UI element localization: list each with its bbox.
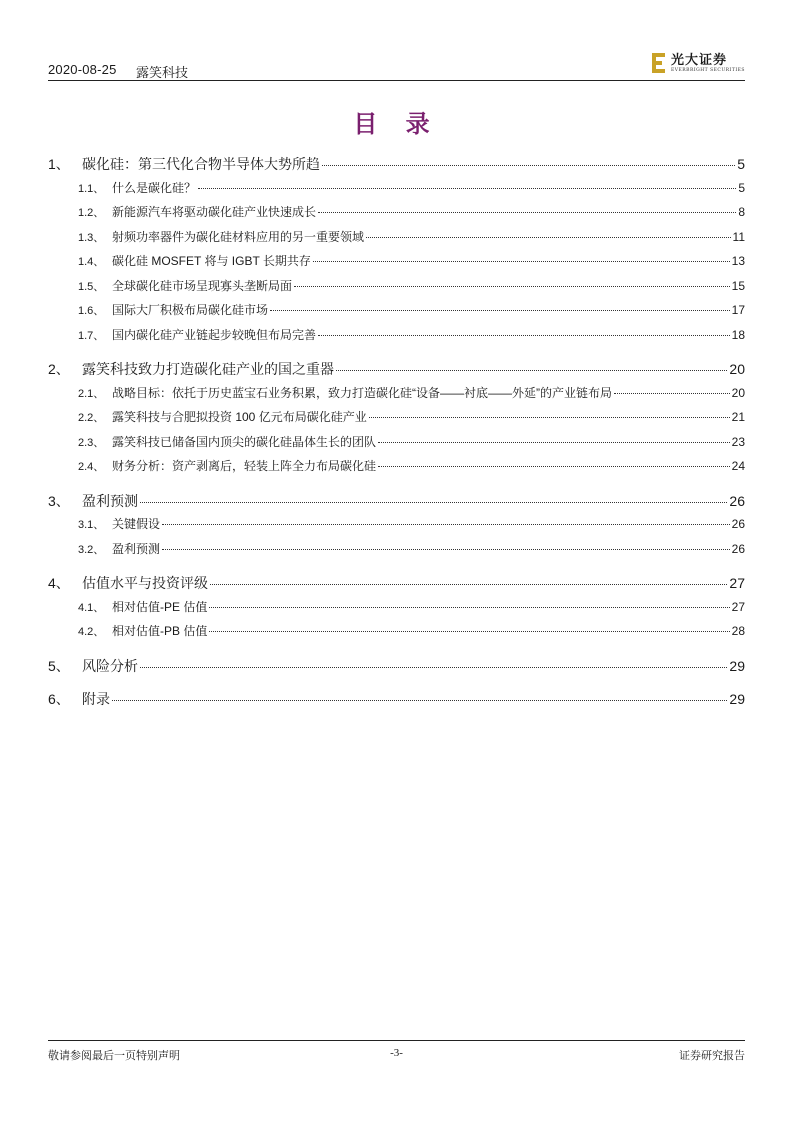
toc-entry-page: 23 bbox=[731, 434, 745, 449]
toc-entry-label: 风险分析 bbox=[82, 657, 138, 674]
logo-english-name: EVERBRIGHT SECURITIES bbox=[670, 67, 745, 73]
toc-entry-label: 什么是碳化硅？ bbox=[112, 180, 197, 195]
toc-entry-number: 1.5、 bbox=[78, 280, 105, 293]
toc-entry-page: 26 bbox=[731, 517, 745, 531]
toc-entry-number: 1.4、 bbox=[78, 256, 105, 268]
toc-entry-number: 2、 bbox=[48, 361, 70, 377]
toc-leader-dots bbox=[140, 502, 727, 503]
disclaimer-note: 敬请参阅最后一页特别声明 bbox=[48, 1050, 180, 1062]
toc-entry-page: 26 bbox=[731, 541, 745, 556]
toc-entry-label: 盈利预测 bbox=[82, 492, 138, 509]
toc-entry-number: 6、 bbox=[48, 691, 70, 707]
toc-entry-label: 全球碳化硅市场呈现寡头垄断局面 bbox=[112, 278, 293, 293]
toc-leader-dots bbox=[294, 286, 730, 287]
toc-entry-number: 2.1、 bbox=[78, 387, 105, 400]
toc-entry-page: 29 bbox=[729, 657, 745, 674]
toc-entry-page: 5 bbox=[738, 180, 745, 195]
toc-entry-label: 新能源汽车将驱动碳化硅产业快速成长 bbox=[112, 205, 317, 219]
toc-entry-number: 3.1、 bbox=[78, 519, 105, 531]
toc-entry-label: 国内碳化硅产业链起步较晚但布局完善 bbox=[112, 327, 317, 342]
toc-entry-number: 2.2、 bbox=[78, 412, 105, 424]
toc-subsection-entry[interactable] bbox=[48, 457, 745, 482]
toc-entry-page: 24 bbox=[731, 459, 745, 473]
toc-leader-dots bbox=[162, 549, 730, 550]
toc-entry-label: 碳化硅 MOSFET 将与 IGBT 长期共存 bbox=[112, 254, 311, 268]
toc-entry-label: 相对估值-PE 估值 bbox=[112, 599, 208, 614]
toc-section-entry[interactable] bbox=[48, 357, 745, 384]
toc-subsection-entry[interactable] bbox=[48, 326, 745, 351]
toc-leader-dots bbox=[318, 212, 736, 213]
toc-entry-label: 盈利预测 bbox=[112, 541, 161, 556]
toc-subsection-entry[interactable] bbox=[48, 433, 745, 458]
toc-entry-page: 26 bbox=[729, 492, 745, 509]
page-header bbox=[48, 52, 745, 80]
toc-entry-number: 4.2、 bbox=[78, 626, 105, 638]
toc-entry-page: 20 bbox=[731, 385, 745, 400]
toc-entry-label: 附录 bbox=[82, 691, 110, 707]
toc-leader-dots bbox=[614, 393, 730, 394]
toc-section-entry[interactable] bbox=[48, 654, 745, 681]
report-type: 证券研究报告 bbox=[679, 1050, 745, 1062]
toc-leader-dots bbox=[369, 417, 730, 418]
toc-subsection-entry[interactable] bbox=[48, 228, 745, 253]
toc-subsection-entry[interactable] bbox=[48, 277, 745, 302]
toc-entry-label: 关键假设 bbox=[112, 517, 161, 531]
toc-entry-number: 1.6、 bbox=[78, 305, 105, 317]
toc-entry-page: 29 bbox=[729, 691, 745, 707]
everbright-logo-icon bbox=[650, 52, 668, 74]
toc-entry-label: 战略目标：依托于历史蓝宝石业务积累，致力打造碳化硅“设备——衬底——外延”的产业链布局 bbox=[112, 385, 612, 400]
toc-section-entry[interactable] bbox=[48, 687, 745, 714]
toc-leader-dots bbox=[210, 584, 727, 585]
toc-leader-dots bbox=[322, 165, 735, 166]
toc-entry-number: 3.2、 bbox=[78, 543, 105, 556]
toc-leader-dots bbox=[378, 442, 730, 443]
toc-entry-page: 27 bbox=[729, 575, 745, 591]
toc-entry-page: 8 bbox=[738, 205, 745, 219]
toc-entry-number: 2.4、 bbox=[78, 461, 105, 473]
logo-chinese-name: 光大证券 bbox=[670, 52, 727, 68]
toc-subsection-entry[interactable] bbox=[48, 384, 745, 409]
toc-subsection-entry[interactable] bbox=[48, 598, 745, 623]
toc-entry-number: 5、 bbox=[48, 657, 70, 674]
toc-entry-number: 4.1、 bbox=[78, 601, 105, 614]
toc-entry-page: 15 bbox=[731, 278, 745, 293]
toc-subsection-entry[interactable] bbox=[48, 515, 745, 540]
table-of-contents bbox=[48, 152, 745, 714]
toc-leader-dots bbox=[112, 700, 727, 701]
toc-entry-label: 露笑科技与合肥拟投资 100 亿元布局碳化硅产业 bbox=[112, 410, 367, 424]
toc-subsection-entry[interactable] bbox=[48, 179, 745, 204]
toc-subsection-entry[interactable] bbox=[48, 408, 745, 433]
toc-entry-label: 露笑科技已储备国内顶尖的碳化硅晶体生长的团队 bbox=[112, 434, 377, 449]
toc-entry-number: 1.7、 bbox=[78, 329, 105, 342]
page-number: -3- bbox=[390, 1047, 403, 1059]
toc-entry-number: 1.2、 bbox=[78, 207, 105, 219]
toc-entry-number: 3、 bbox=[48, 492, 70, 509]
toc-entry-page: 28 bbox=[731, 624, 745, 638]
report-date: 2020-08-25 bbox=[48, 62, 117, 77]
toc-leader-dots bbox=[336, 370, 727, 371]
toc-entry-label: 露笑科技致力打造碳化硅产业的国之重器 bbox=[82, 361, 334, 377]
toc-leader-dots bbox=[209, 631, 729, 632]
toc-entry-page: 5 bbox=[737, 156, 745, 172]
toc-entry-label: 射频功率器件为碳化硅材料应用的另一重要领域 bbox=[112, 229, 365, 244]
toc-section-entry[interactable] bbox=[48, 152, 745, 179]
toc-entry-page: 13 bbox=[731, 254, 745, 268]
toc-entry-number: 4、 bbox=[48, 575, 70, 591]
toc-entry-label: 财务分析：资产剥离后，轻装上阵全力布局碳化硅 bbox=[112, 459, 377, 473]
toc-subsection-entry[interactable] bbox=[48, 252, 745, 277]
toc-entry-number: 1.1、 bbox=[78, 182, 105, 195]
toc-leader-dots bbox=[140, 667, 727, 668]
toc-subsection-entry[interactable] bbox=[48, 301, 745, 326]
toc-entry-label: 碳化硅：第三代化合物半导体大势所趋 bbox=[82, 156, 320, 172]
toc-subsection-entry[interactable] bbox=[48, 540, 745, 565]
toc-subsection-entry[interactable] bbox=[48, 203, 745, 228]
toc-leader-dots bbox=[162, 524, 730, 525]
toc-leader-dots bbox=[318, 335, 730, 336]
toc-section-entry[interactable] bbox=[48, 489, 745, 516]
toc-leader-dots bbox=[209, 607, 729, 608]
toc-entry-page: 17 bbox=[731, 303, 745, 317]
toc-leader-dots bbox=[270, 310, 730, 311]
header-divider bbox=[48, 80, 745, 81]
toc-entry-label: 估值水平与投资评级 bbox=[82, 575, 208, 591]
toc-entry-number: 1、 bbox=[48, 156, 70, 172]
toc-entry-label: 相对估值-PB 估值 bbox=[112, 624, 208, 638]
page-footer bbox=[48, 1040, 745, 1062]
toc-entry-page: 27 bbox=[731, 599, 745, 614]
toc-entry-page: 20 bbox=[729, 361, 745, 377]
toc-leader-dots bbox=[198, 188, 736, 189]
toc-entry-label: 国际大厂积极布局碳化硅市场 bbox=[112, 303, 269, 317]
toc-entry-page: 11 bbox=[732, 229, 745, 244]
toc-leader-dots bbox=[313, 261, 730, 262]
toc-title: 目 录 bbox=[353, 109, 440, 138]
toc-subsection-entry[interactable] bbox=[48, 622, 745, 647]
toc-leader-dots bbox=[378, 466, 730, 467]
everbright-logo bbox=[650, 52, 745, 74]
toc-entry-number: 2.3、 bbox=[78, 436, 105, 449]
toc-section-entry[interactable] bbox=[48, 571, 745, 598]
toc-entry-page: 21 bbox=[731, 410, 745, 424]
toc-leader-dots bbox=[366, 237, 731, 238]
toc-entry-page: 18 bbox=[731, 327, 745, 342]
company-name: 露笑科技 bbox=[136, 65, 189, 80]
toc-entry-number: 1.3、 bbox=[78, 231, 105, 244]
